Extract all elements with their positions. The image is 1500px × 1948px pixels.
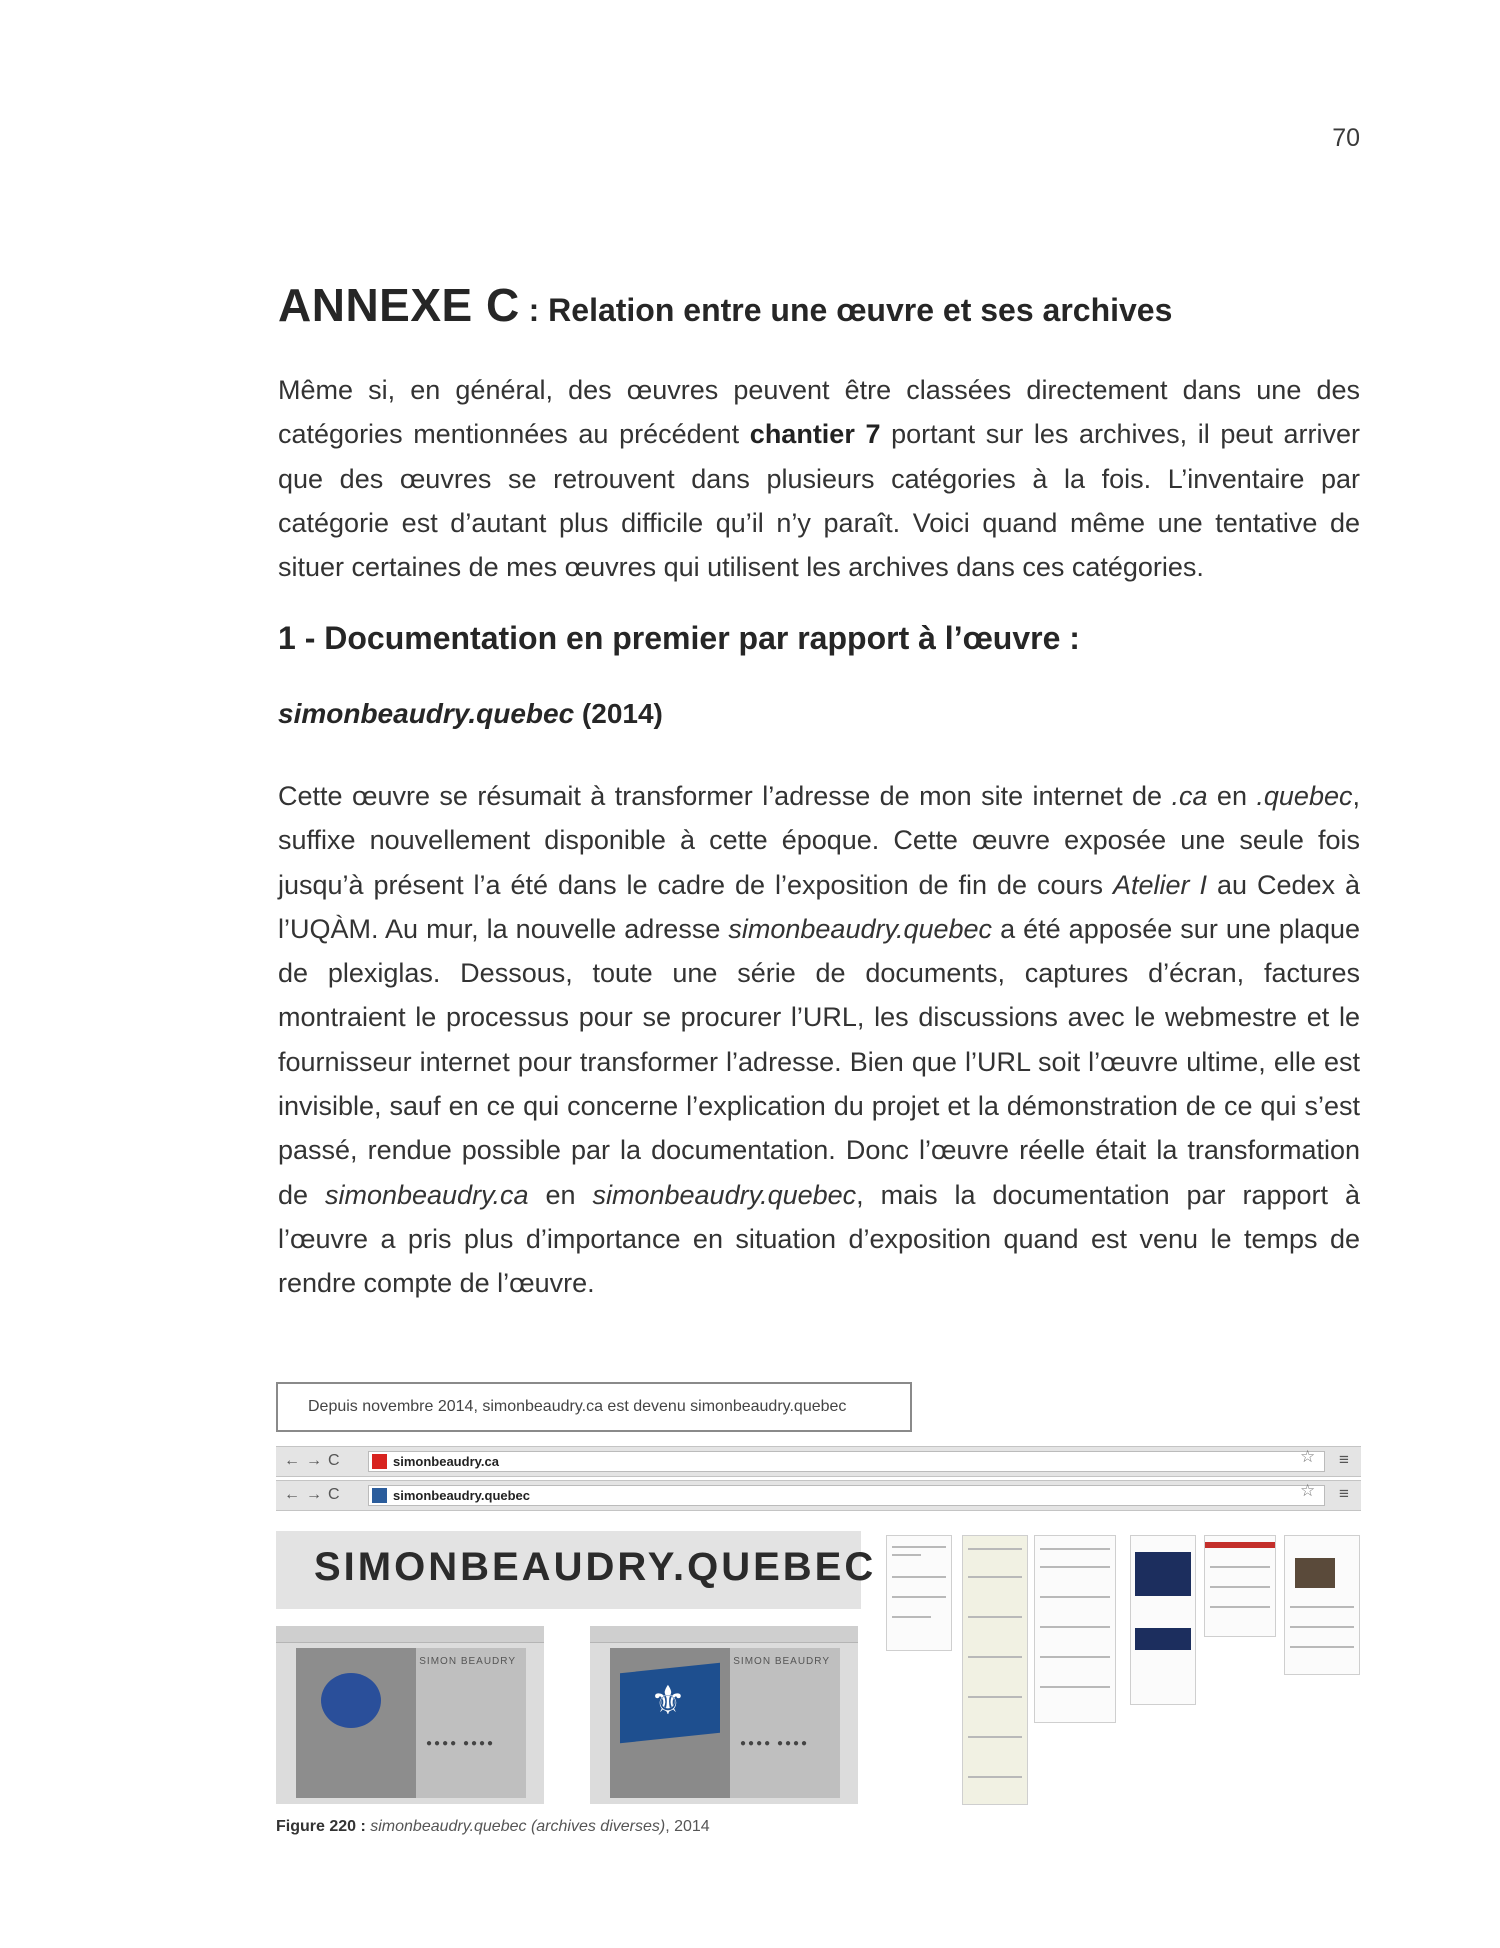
page-number: 70 bbox=[1332, 124, 1360, 152]
site-dots: ●●●● ●●●● bbox=[740, 1738, 810, 1749]
document-thumbnail-registrar bbox=[1204, 1535, 1276, 1637]
nav-icons: ←→C bbox=[284, 1452, 346, 1469]
intro-bold: chantier 7 bbox=[749, 419, 881, 450]
document-thumbnail-list bbox=[1034, 1535, 1116, 1723]
caption-title: simonbeaudry.quebec (archives diverses) bbox=[370, 1818, 666, 1835]
body-quebec: .quebec bbox=[1256, 781, 1353, 811]
intro-paragraph bbox=[278, 368, 1360, 589]
annex-heading-sub: : Relation entre une œuvre et ses archives bbox=[519, 292, 1173, 328]
star-icon: ☆ bbox=[1300, 1447, 1316, 1466]
body-url-1: simonbeaudry.quebec bbox=[728, 913, 993, 944]
screenshot-toolbar bbox=[276, 1626, 544, 1643]
body-text-6: en bbox=[528, 1179, 593, 1210]
menu-icon: ≡ bbox=[1339, 1450, 1349, 1469]
caption-label: Figure 220 : bbox=[276, 1818, 371, 1835]
vacuum-photo bbox=[296, 1648, 416, 1798]
plexiglas-plate: SIMONBEAUDRY.QUEBEC bbox=[276, 1531, 861, 1609]
body-paragraph bbox=[278, 774, 1360, 1306]
fleur-de-lis-icon: ⚜ bbox=[650, 1679, 686, 1723]
body-ca: .ca bbox=[1171, 781, 1208, 811]
caption-year: , 2014 bbox=[665, 1818, 710, 1835]
body-text-3: , suffixe nouvellement disponible à cette époque. Cette œuvre exposée une seule fois jusqu’à présent l’a été dans le cadre de l’exposition de fin de cours bbox=[278, 781, 1360, 900]
thumbnail-red-bar bbox=[1205, 1542, 1275, 1548]
nav-icons: ←→C bbox=[284, 1486, 346, 1503]
vacuum-shape bbox=[321, 1673, 381, 1728]
menu-icon: ≡ bbox=[1339, 1484, 1349, 1503]
thumbnail-mid-block bbox=[1135, 1628, 1191, 1650]
url-old: simonbeaudry.ca bbox=[393, 1454, 499, 1469]
url-new: simonbeaudry.quebec bbox=[393, 1488, 531, 1503]
body-text-4: au Cedex à l’UQÀM. Au mur, la nouvelle adresse bbox=[278, 869, 1360, 944]
favicon-icon bbox=[372, 1454, 387, 1469]
work-title bbox=[278, 698, 663, 730]
work-title-year: (2014) bbox=[574, 698, 663, 729]
figure-banner: Depuis novembre 2014, simonbeaudry.ca est devenu simonbeaudry.quebec bbox=[276, 1382, 912, 1432]
screenshot-content bbox=[296, 1648, 526, 1798]
website-screenshot-quebec bbox=[590, 1626, 858, 1804]
body-text-7: , mais la documentation par rapport à l’œuvre a pris plus d’importance en situation d’exposition quand est venu le temps de rendre compte de l’œuvre. bbox=[278, 1179, 1360, 1299]
body-text-5: a été apposée sur une plaque de plexiglas. Dessous, toute une série de documents, captures d’écran, factures montraient le processus pour se procurer l’URL, les discussions avec le webmestre et le fournisseur internet pour transformer l’adresse. Bien que l’URL soit l’œuvre ultime, elle est invisible, sauf en ce qui concerne l’explication du projet et la démonstration de ce qui s’est passé, rendue possible par la documentation. Donc l’œuvre réelle était la transformation de bbox=[278, 913, 1361, 1210]
body-text-2: en bbox=[1207, 781, 1257, 811]
annex-heading-main: ANNEXE C bbox=[278, 279, 520, 331]
section-title: 1 - Documentation en premier par rapport à l’œuvre : bbox=[278, 620, 1080, 656]
document-thumbnail-quebec bbox=[1130, 1535, 1196, 1705]
body-text-1: Cette œuvre se résumait à transformer l’adresse de mon site internet de bbox=[278, 781, 1172, 811]
thumbnail-photo bbox=[1295, 1558, 1335, 1588]
flag-photo bbox=[610, 1648, 730, 1798]
screenshot-toolbar bbox=[590, 1626, 858, 1643]
screenshot-content bbox=[610, 1648, 840, 1798]
body-url-2: simonbeaudry.ca bbox=[324, 1179, 529, 1210]
document-thumbnail-invoice bbox=[886, 1535, 952, 1651]
body-atelier: Atelier I bbox=[1113, 869, 1207, 900]
thumbnail-header-block bbox=[1135, 1552, 1191, 1596]
document-thumbnail-emails bbox=[962, 1535, 1028, 1805]
annex-heading bbox=[278, 278, 1358, 332]
website-screenshot-ca bbox=[276, 1626, 544, 1804]
figure-caption bbox=[276, 1818, 710, 1836]
star-icon: ☆ bbox=[1300, 1481, 1316, 1500]
site-logo: SIMON BEAUDRY bbox=[419, 1656, 516, 1667]
body-url-3: simonbeaudry.quebec bbox=[592, 1179, 857, 1210]
intro-text-2: portant sur les archives, il peut arriver que des œuvres se retrouvent dans plusieurs catégories à la fois. L’inventaire par catégorie est d’autant plus difficile qu’il n’y paraît. Voici quand même une tentative de situer certaines de mes œuvres qui utilisent les archives dans ces catégories. bbox=[278, 419, 1360, 583]
site-logo: SIMON BEAUDRY bbox=[733, 1656, 830, 1667]
site-dots: ●●●● ●●●● bbox=[426, 1738, 496, 1749]
address-bar-old bbox=[368, 1451, 1325, 1472]
browser-bar-new bbox=[276, 1480, 1361, 1511]
work-title-name: simonbeaudry.quebec bbox=[278, 698, 575, 729]
intro-text-1: Même si, en général, des œuvres peuvent être classées directement dans une des catégories mentionnées au précédent bbox=[278, 375, 1360, 450]
browser-bar-old bbox=[276, 1446, 1361, 1477]
document-thumbnail-article bbox=[1284, 1535, 1360, 1675]
favicon-icon bbox=[372, 1488, 387, 1503]
address-bar-new bbox=[368, 1485, 1325, 1506]
